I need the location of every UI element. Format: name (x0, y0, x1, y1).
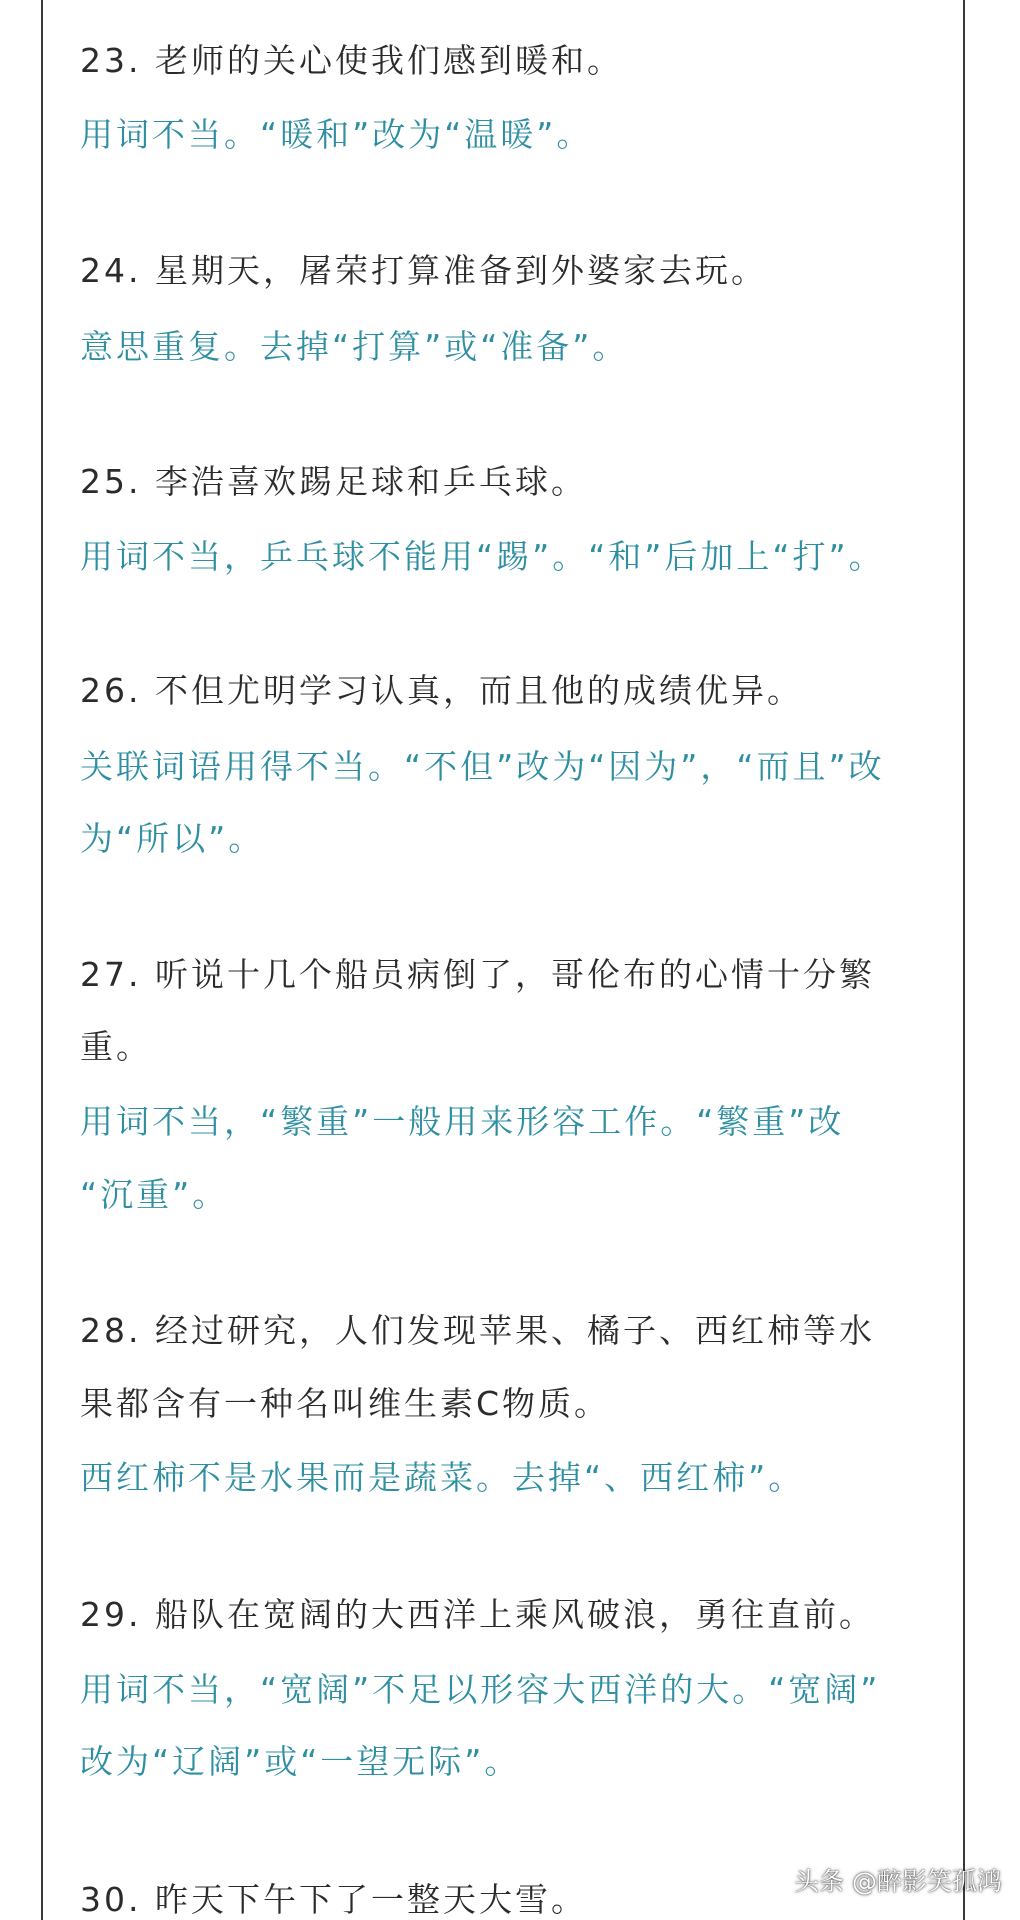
question-28-line-1: 28. 经过研究，人们发现苹果、橘子、西红柿等水 (80, 1311, 875, 1350)
question-29-line-1: 29. 船队在宽阔的大西洋上乘风破浪，勇往直前。 (80, 1595, 875, 1634)
question-30-line-1: 30. 昨天下午下了一整天大雪。 (80, 1880, 587, 1919)
question-28-line-2: 果都含有一种名叫维生素C物质。 (80, 1384, 611, 1423)
question-26-line-1: 26. 不但尤明学习认真，而且他的成绩优异。 (80, 671, 803, 710)
answer-27-line-1: 用词不当，“繁重”一般用来形容工作。“繁重”改 (80, 1102, 845, 1141)
question-24-line-1: 24. 星期天，屠荣打算准备到外婆家去玩。 (80, 251, 767, 290)
question-23-line-1: 23. 老师的关心使我们感到暖和。 (80, 41, 623, 80)
answer-29-line-1: 用词不当，“宽阔”不足以形容大西洋的大。“宽阔” (80, 1670, 881, 1709)
answer-24-line-1: 意思重复。去掉“打算”或“准备”。 (80, 327, 629, 366)
left-border-line (41, 0, 43, 1920)
answer-23-line-1: 用词不当。“暖和”改为“温暖”。 (80, 115, 593, 154)
answer-29-line-2: 改为“辽阔”或“一望无际”。 (80, 1742, 521, 1781)
answer-27-line-2: “沉重”。 (80, 1175, 229, 1214)
question-25-line-1: 25. 李浩喜欢踢足球和乒乓球。 (80, 462, 587, 501)
question-27-line-1: 27. 听说十几个船员病倒了，哥伦布的心情十分繁 (80, 955, 875, 994)
answer-28-line-1: 西红柿不是水果而是蔬菜。去掉“、西红柿”。 (80, 1458, 805, 1497)
watermark: 头条 @醉影笑孤鸿 (794, 1867, 1002, 1896)
right-border-line (963, 0, 965, 1920)
question-27-line-2: 重。 (80, 1027, 152, 1066)
answer-25-line-1: 用词不当，乒乓球不能用“踢”。“和”后加上“打”。 (80, 537, 885, 576)
answer-26-line-2: 为“所以”。 (80, 819, 265, 858)
answer-26-line-1: 关联词语用得不当。“不但”改为“因为”，“而且”改 (80, 747, 885, 786)
